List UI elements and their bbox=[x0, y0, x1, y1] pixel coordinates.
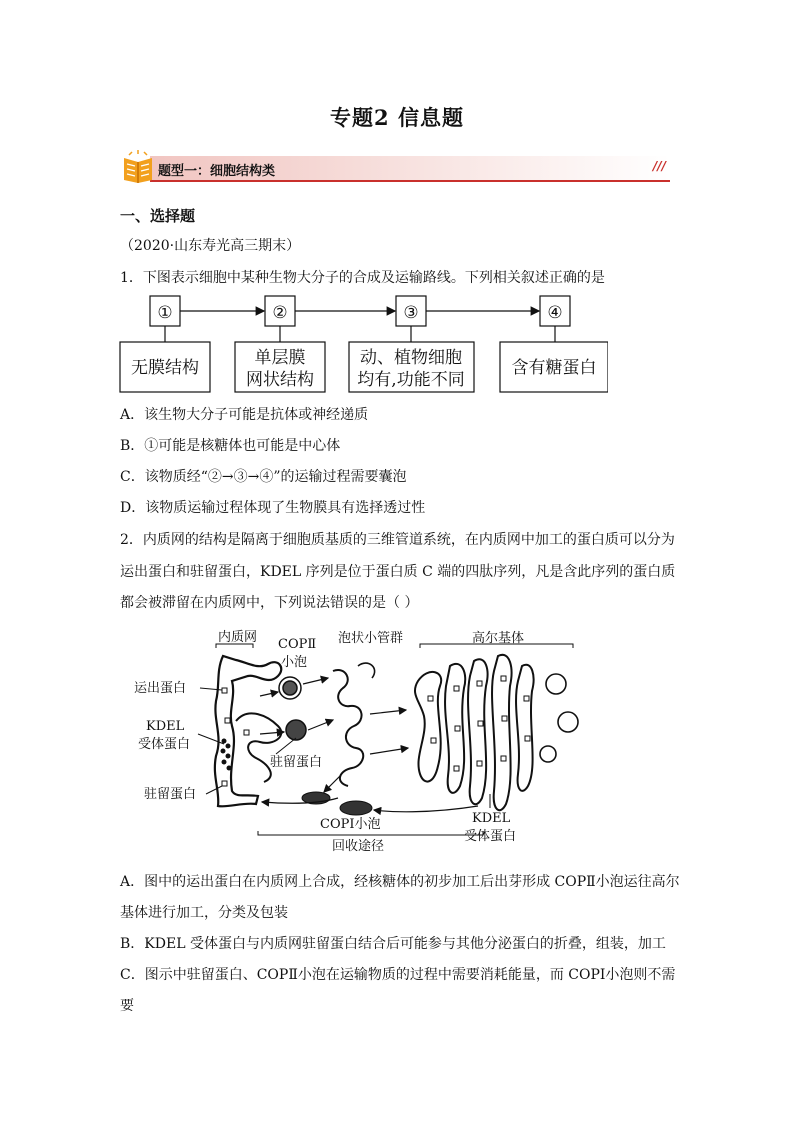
label-kdel-2: 受体蛋白 bbox=[138, 737, 191, 752]
q1-option-c: C．该物质经“②→③→④”的运输过程需要囊泡 bbox=[120, 469, 407, 485]
label-golgi: 高尔基体 bbox=[472, 631, 525, 646]
section-heading: 一、选择题 bbox=[120, 207, 196, 225]
q1-option-a: A．该生物大分子可能是抗体或神经递质 bbox=[120, 407, 369, 423]
q1-source: （2020·山东寿光高三期末） bbox=[120, 238, 301, 254]
question-type-banner bbox=[120, 150, 670, 184]
q2-stem-line-1: 2．内质网的结构是隔离于细胞质基质的三维管道系统，在内质网中加工的蛋白质可以分为 bbox=[120, 532, 675, 548]
flow-node-1: ① bbox=[157, 303, 173, 323]
flow-box-3-line2: 均有,功能不同 bbox=[357, 370, 465, 390]
book-icon bbox=[120, 150, 156, 184]
flow-box-2-line2: 网状结构 bbox=[246, 370, 314, 390]
q1-stem: 1．下图表示细胞中某种生物大分子的合成及运输路线。下列相关叙述正确的是 bbox=[120, 270, 605, 286]
flow-box-2-line1: 单层膜 bbox=[254, 348, 306, 368]
flow-box-4-text: 含有糖蛋白 bbox=[511, 358, 597, 378]
label-export-protein: 运出蛋白 bbox=[134, 681, 187, 696]
label-copii-1: COPⅡ bbox=[278, 637, 317, 652]
label-copi: COPⅠ小泡 bbox=[320, 817, 381, 832]
label-kdel-r2: 受体蛋白 bbox=[464, 829, 517, 844]
page-title: 专题2 信息题 bbox=[330, 105, 464, 130]
label-kdel-1: KDEL bbox=[146, 719, 185, 734]
flow-node-4: ④ bbox=[547, 303, 563, 323]
er-lumen-fold bbox=[236, 713, 281, 782]
q2-stem-line-3: 都会被滞留在内质网中，下列说法错误的是（ ） bbox=[120, 595, 419, 611]
er-golgi-diagram bbox=[128, 626, 588, 856]
q2-option-c-line2: 要 bbox=[120, 998, 134, 1014]
q2-option-a-line2: 基体进行加工，分类及包装 bbox=[120, 905, 288, 921]
q1-option-b: B．①可能是核糖体也可能是中心体 bbox=[120, 438, 341, 454]
banner-slashes: /// bbox=[652, 159, 666, 173]
flow-box-1-text: 无膜结构 bbox=[131, 358, 199, 378]
label-copii-2: 小泡 bbox=[281, 655, 308, 670]
tubule-cluster bbox=[333, 670, 363, 786]
flow-node-3: ③ bbox=[403, 303, 419, 323]
label-kdel-r1: KDEL bbox=[472, 811, 511, 826]
label-tubules: 泡状小管群 bbox=[338, 631, 404, 646]
golgi-stacks bbox=[415, 655, 534, 810]
q2-stem-line-2: 运出蛋白和驻留蛋白，KDEL 序列是位于蛋白质 C 端的四肽序列，凡是含此序列的蛋白质 bbox=[120, 564, 676, 580]
label-resident-mid: 驻留蛋白 bbox=[270, 755, 323, 770]
flow-box-3-line1: 动、植物细胞 bbox=[360, 348, 462, 368]
q1-flow-chart bbox=[118, 294, 608, 396]
banner-label: 题型一：细胞结构类 bbox=[158, 164, 276, 179]
q1-option-d: D．该物质运输过程体现了生物膜具有选择透过性 bbox=[120, 500, 426, 516]
label-retrieval: 回收途径 bbox=[332, 839, 385, 854]
flow-node-2: ② bbox=[272, 303, 288, 323]
q2-option-b: B．KDEL 受体蛋白与内质网驻留蛋白结合后可能参与其他分泌蛋白的折叠，组装，加工 bbox=[120, 936, 666, 952]
label-resident-left: 驻留蛋白 bbox=[144, 787, 197, 802]
label-er: 内质网 bbox=[218, 630, 258, 645]
q2-option-c-line1: C．图示中驻留蛋白、COPⅡ小泡在运输物质的过程中需要消耗能量，而 COPⅠ小泡则不需 bbox=[120, 967, 676, 983]
q2-option-a-line1: A．图中的运出蛋白在内质网上合成，经核糖体的初步加工后出芽形成 COPⅡ小泡运往高尔 bbox=[120, 874, 680, 890]
